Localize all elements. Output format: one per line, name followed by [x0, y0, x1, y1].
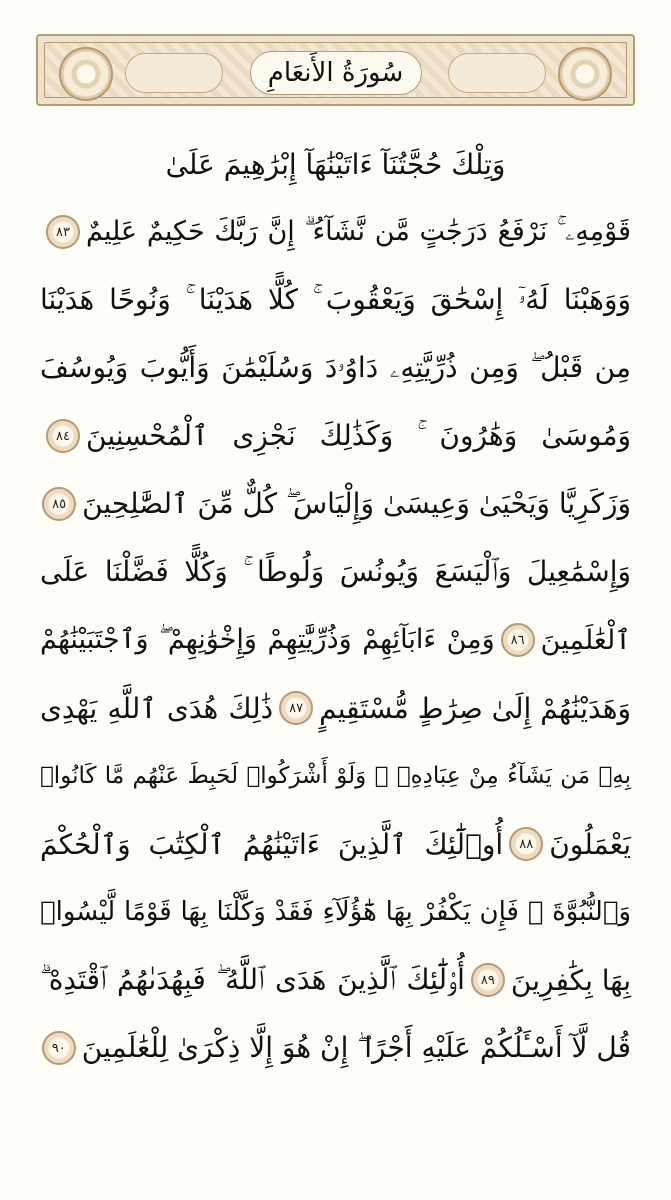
rosette-ornament-icon	[59, 47, 113, 101]
ayah-number-marker: ٨٣	[46, 215, 80, 249]
text-line	[40, 878, 631, 946]
ayah-number-marker: ٨٧	[279, 691, 313, 725]
text-line	[40, 946, 631, 1014]
text-line	[40, 742, 631, 810]
ayah-number-marker: ٨٩	[471, 963, 505, 997]
line-text: يَعْمَلُونَ	[549, 827, 631, 861]
text-line	[40, 130, 631, 198]
line-text: ٱلْعَٰلَمِينَ	[540, 624, 631, 656]
line-text: وَٱلنُّبُوَّةَ ۚ فَإِن يَكْفُرْ بِهَا هَٰٓؤُلَآءِ فَقَدْ وَكَّلْنَا بِهَا قَوْمًا لَّيْسُوا۟	[40, 897, 631, 927]
line-text: مِن قَبْلُ ۖ وَمِن ذُرِّيَّتِهِۦ دَاوُۥدَ وَسُلَيْمَٰنَ وَأَيُّوبَ وَيُوسُفَ	[40, 351, 631, 384]
ayah-number-marker: ٨٦	[501, 623, 535, 657]
line-text: أُو۟لَٰٓئِكَ ٱلَّذِينَ ءَاتَيْنَٰهُمُ ٱلْكِتَٰبَ وَٱلْحُكْمَ	[40, 827, 504, 861]
arabesque-ornament-icon	[448, 53, 546, 93]
ayah-number-marker: ٨٨	[509, 827, 543, 861]
ayah-number-marker: ٩٠	[42, 1031, 76, 1065]
line-text: وَوَهَبْنَا لَهُۥٓ إِسْحَٰقَ وَيَعْقُوبَ ۚ كُلًّا هَدَيْنَا ۚ وَنُوحًا هَدَيْنَا	[40, 283, 631, 316]
text-line	[40, 198, 631, 266]
surah-header-banner	[36, 34, 635, 106]
text-line	[40, 538, 631, 606]
line-text: بِهَا بِكَٰفِرِينَ	[510, 963, 631, 997]
arabesque-ornament-icon	[125, 53, 223, 93]
line-text: قُل لَّآ أَسْـَٔلُكُمْ عَلَيْهِ أَجْرًا ۖ إِنْ هُوَ إِلَّا ذِكْرَىٰ لِلْعَٰلَمِينَ	[81, 1031, 631, 1064]
text-line	[40, 334, 631, 402]
text-line	[40, 606, 631, 674]
line-text: أُو۟لَٰٓئِكَ ٱلَّذِينَ هَدَى ٱللَّهُ ۖ فَبِهُدَىٰهُمُ ٱقْتَدِهْ ۗ	[40, 963, 465, 996]
text-line	[40, 470, 631, 538]
line-text: وَإِسْمَٰعِيلَ وَٱلْيَسَعَ وَيُونُسَ وَلُوطًا ۚ وَكُلًّا فَضَّلْنَا عَلَى	[40, 555, 631, 588]
banner-ornament-frame	[44, 42, 627, 98]
text-line	[40, 674, 631, 742]
ayah-number-marker: ٨٤	[46, 419, 80, 453]
line-text: وَمُوسَىٰ وَهَٰرُونَ ۚ وَكَذَٰلِكَ نَجْزِى ٱلْمُحْسِنِينَ	[86, 419, 631, 452]
line-text: ذَٰلِكَ هُدَى ٱللَّهِ يَهْدِى	[40, 691, 274, 725]
ayah-number-marker: ٨٥	[42, 487, 76, 521]
surah-title: سُورَةُ الأَنعَامِ	[267, 58, 404, 88]
line-text: بِهِۦ مَن يَشَآءُ مِنْ عِبَادِهِۦ ۚ وَلَوْ أَشْرَكُوا۟ لَحَبِطَ عَنْهُم مَّا كَانُوا۟	[40, 763, 631, 789]
text-line	[40, 402, 631, 470]
text-line	[40, 1014, 631, 1082]
line-text: قَوْمِهِۦ ۚ نَرْفَعُ دَرَجَٰتٍ مَّن نَّشَآءُ ۗ إِنَّ رَبَّكَ حَكِيمٌ عَلِيمٌ	[86, 216, 631, 247]
line-text: وَهَدَيْنَٰهُمْ إِلَىٰ صِرَٰطٍ مُّسْتَقِيمٍ	[319, 691, 631, 725]
rosette-ornament-icon	[558, 47, 612, 101]
verse-text-block	[40, 130, 631, 1082]
line-text: وَزَكَرِيَّا وَيَحْيَىٰ وَعِيسَىٰ وَإِلْيَاسَ ۖ كُلٌّ مِّنَ ٱلصَّٰلِحِينَ	[82, 487, 631, 520]
text-line	[40, 266, 631, 334]
line-text: وَتِلْكَ حُجَّتُنَآ ءَاتَيْنَٰهَآ إِبْرَٰهِيمَ عَلَىٰ	[165, 147, 506, 181]
line-text: وَمِنْ ءَابَآئِهِمْ وَذُرِّيَّٰتِهِمْ وَإِخْوَٰنِهِمْ ۖ وَٱجْتَبَيْنَٰهُمْ	[40, 624, 495, 655]
text-line	[40, 810, 631, 878]
surah-title-cartouche	[250, 51, 422, 95]
